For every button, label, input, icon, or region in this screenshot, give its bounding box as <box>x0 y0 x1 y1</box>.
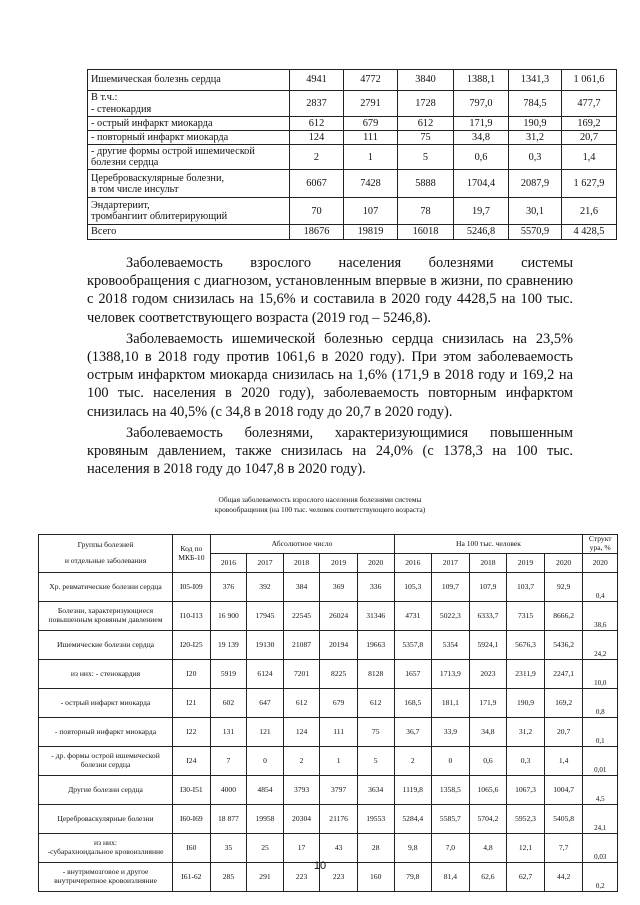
row-abs-value: 336 <box>357 573 394 602</box>
row-abs-value: 160 <box>357 863 394 892</box>
row-rate-value: 1,4 <box>544 747 583 776</box>
row-abs-value: 612 <box>357 689 394 718</box>
row-value: 70 <box>290 198 344 225</box>
row-share-value: 0,4 <box>583 573 618 602</box>
row-rate-value: 5952,3 <box>507 805 545 834</box>
row-rate-value: 92,9 <box>544 573 583 602</box>
row-share-value: 0,03 <box>583 834 618 863</box>
row-abs-value: 20304 <box>283 805 320 834</box>
row-rate-value: 7,7 <box>544 834 583 863</box>
row-rate-value: 5436,2 <box>544 631 583 660</box>
row-rate-value: 8666,2 <box>544 602 583 631</box>
row-code: I22 <box>173 718 211 747</box>
header-per100k: На 100 тыс. человек <box>394 535 583 554</box>
row-value: 20,7 <box>562 131 617 145</box>
row-rate-value: 4,8 <box>469 834 507 863</box>
row-abs-value: 223 <box>283 863 320 892</box>
row-abs-value: 19 139 <box>210 631 247 660</box>
row-share-value: 24,1 <box>583 805 618 834</box>
table-row <box>39 718 618 747</box>
row-share-value: 0,2 <box>583 863 618 892</box>
row-abs-value: 1 <box>320 747 358 776</box>
caption-line-1: Общая заболеваемость взрослого населения болезнями системы <box>218 495 422 504</box>
row-code: I20-I25 <box>173 631 211 660</box>
row-value: 7428 <box>344 170 398 198</box>
row-value: 19819 <box>344 225 398 239</box>
table-row <box>39 776 618 805</box>
row-rate-value: 109,7 <box>432 573 470 602</box>
row-value: 30,1 <box>509 198 562 225</box>
row-value: 1 627,9 <box>562 170 617 198</box>
row-rate-value: 190,9 <box>507 689 545 718</box>
row-rate-value: 105,3 <box>394 573 432 602</box>
row-value: 2837 <box>290 91 344 117</box>
row-abs-value: 285 <box>210 863 247 892</box>
row-rate-value: 5704,2 <box>469 805 507 834</box>
year-structure-2020: 2020 <box>583 554 618 573</box>
row-rate-value: 168,5 <box>394 689 432 718</box>
row-abs-value: 19663 <box>357 631 394 660</box>
row-name: Хр. ревматические болезни сердца <box>39 573 173 602</box>
row-value: 797,0 <box>454 91 509 117</box>
disease-incidence-table <box>87 69 617 240</box>
caption-line-2: кровообращения (на 100 тыс. человек соответствующего возраста) <box>214 504 426 514</box>
row-name: Цереброваскулярные болезни, в том числе инсульт <box>88 170 290 198</box>
header-group-line-2: и отдельные заболевания <box>64 556 147 565</box>
year-rate-2016: 2016 <box>394 554 432 573</box>
row-abs-value: 17945 <box>247 602 284 631</box>
row-name: - острый инфаркт миокарда <box>39 689 173 718</box>
row-abs-value: 19958 <box>247 805 284 834</box>
row-value: 34,8 <box>454 131 509 145</box>
row-rate-value: 36,7 <box>394 718 432 747</box>
row-value: 4 428,5 <box>562 225 617 239</box>
row-value: 78 <box>398 198 454 225</box>
row-value: 4941 <box>290 70 344 91</box>
row-value: 1388,1 <box>454 70 509 91</box>
row-rate-value: 2247,1 <box>544 660 583 689</box>
table-row <box>39 689 618 718</box>
row-name: - повторный инфаркт миокарда <box>88 131 290 145</box>
row-share-value: 0,01 <box>583 747 618 776</box>
row-value: 1341,3 <box>509 70 562 91</box>
row-value: 2087,9 <box>509 170 562 198</box>
row-value: 477,7 <box>562 91 617 117</box>
row-abs-value: 3634 <box>357 776 394 805</box>
row-value: 2791 <box>344 91 398 117</box>
row-rate-value: 79,8 <box>394 863 432 892</box>
table-row <box>39 631 618 660</box>
row-name: из них: - стенокардия <box>39 660 173 689</box>
row-abs-value: 124 <box>283 718 320 747</box>
row-abs-value: 647 <box>247 689 284 718</box>
year-abs-2018: 2018 <box>283 554 320 573</box>
row-name: из них: -субарахноидальное кровоизлияние <box>39 834 173 863</box>
table-row <box>39 805 618 834</box>
row-value: 169,2 <box>562 117 617 131</box>
row-code: I21 <box>173 689 211 718</box>
row-value: 2 <box>290 145 344 170</box>
row-abs-value: 384 <box>283 573 320 602</box>
row-value: 190,9 <box>509 117 562 131</box>
row-name: Всего <box>88 225 290 239</box>
row-abs-value: 5919 <box>210 660 247 689</box>
row-rate-value: 1358,5 <box>432 776 470 805</box>
row-code: I20 <box>173 660 211 689</box>
row-value: 18676 <box>290 225 344 239</box>
row-rate-value: 12,1 <box>507 834 545 863</box>
row-rate-value: 0,3 <box>507 747 545 776</box>
row-share-value: 0,8 <box>583 689 618 718</box>
row-rate-value: 4731 <box>394 602 432 631</box>
row-name: - др. формы острой ишемической болезни сердца <box>39 747 173 776</box>
row-rate-value: 0 <box>432 747 470 776</box>
row-abs-value: 16 900 <box>210 602 247 631</box>
row-rate-value: 44,2 <box>544 863 583 892</box>
row-abs-value: 20194 <box>320 631 358 660</box>
row-abs-value: 21176 <box>320 805 358 834</box>
row-abs-value: 223 <box>320 863 358 892</box>
table-row <box>88 70 617 91</box>
row-abs-value: 121 <box>247 718 284 747</box>
row-rate-value: 0,6 <box>469 747 507 776</box>
row-name: В т.ч.: - стенокардия <box>88 91 290 117</box>
table-row <box>88 145 617 170</box>
row-name: Ишемическая болезнь сердца <box>88 70 290 91</box>
row-code: I60 <box>173 834 211 863</box>
table-row <box>39 602 618 631</box>
row-value: 612 <box>290 117 344 131</box>
row-value: 5 <box>398 145 454 170</box>
row-abs-value: 17 <box>283 834 320 863</box>
row-share-value: 0,1 <box>583 718 618 747</box>
page-number: 10 <box>313 860 327 872</box>
table-row <box>39 660 618 689</box>
paragraph-3: Заболеваемость болезнями, характеризующимися повышенным кровяным давлением, также снизилась на 24,0% (с 1378,3 на 100 тыс. населения в 2018 году до 1047,8 в 2020 году). <box>87 424 573 478</box>
row-abs-value: 679 <box>320 689 358 718</box>
row-rate-value: 62,6 <box>469 863 507 892</box>
row-abs-value: 5 <box>357 747 394 776</box>
row-rate-value: 62,7 <box>507 863 545 892</box>
row-abs-value: 31346 <box>357 602 394 631</box>
row-rate-value: 1119,8 <box>394 776 432 805</box>
row-abs-value: 4000 <box>210 776 247 805</box>
row-code: I10-I13 <box>173 602 211 631</box>
row-rate-value: 5676,3 <box>507 631 545 660</box>
row-name: Болезни, характеризующиеся повышенным кровяным давлением <box>39 602 173 631</box>
row-rate-value: 1065,6 <box>469 776 507 805</box>
row-abs-value: 4854 <box>247 776 284 805</box>
table-row <box>39 573 618 602</box>
row-rate-value: 1004,7 <box>544 776 583 805</box>
row-rate-value: 5405,8 <box>544 805 583 834</box>
paragraph-2: Заболеваемость ишемической болезнью сердца снизилась на 23,5% (1388,10 в 2018 году против 1061,6 в 2020 году). При этом заболеваемость острым инфарктом миокарда снизилась на 1,6% (171,9 в 2018 году и 169,2 на 100 тыс. населения в 2020 году), заболеваемость повторным инфарктом снизилась на 40,5% (с 34,8 в 2018 году до 20,7 в 2020 году). <box>87 330 573 420</box>
row-value: 1 <box>344 145 398 170</box>
row-name: Цереброваскулярные болезни <box>39 805 173 834</box>
row-abs-value: 369 <box>320 573 358 602</box>
row-name: - другие формы острой ишемической болезни сердца <box>88 145 290 170</box>
row-value: 75 <box>398 131 454 145</box>
year-rate-2017: 2017 <box>432 554 470 573</box>
row-rate-value: 5284,4 <box>394 805 432 834</box>
row-rate-value: 1067,3 <box>507 776 545 805</box>
row-abs-value: 6124 <box>247 660 284 689</box>
year-rate-2019: 2019 <box>507 554 545 573</box>
header-group <box>39 535 173 573</box>
year-abs-2019: 2019 <box>320 554 358 573</box>
row-value: 124 <box>290 131 344 145</box>
row-abs-value: 43 <box>320 834 358 863</box>
table-row <box>39 747 618 776</box>
row-abs-value: 75 <box>357 718 394 747</box>
row-rate-value: 5022,3 <box>432 602 470 631</box>
row-rate-value: 2 <box>394 747 432 776</box>
row-abs-value: 376 <box>210 573 247 602</box>
row-abs-value: 2 <box>283 747 320 776</box>
table-row <box>88 198 617 225</box>
row-abs-value: 8128 <box>357 660 394 689</box>
row-rate-value: 103,7 <box>507 573 545 602</box>
row-value: 171,9 <box>454 117 509 131</box>
header-structure: Структ ура, % <box>583 535 618 554</box>
row-rate-value: 2311,9 <box>507 660 545 689</box>
row-code: I60-I69 <box>173 805 211 834</box>
row-value: 4772 <box>344 70 398 91</box>
header-group-line-1: Группы болезней <box>77 540 134 550</box>
year-rate-2020: 2020 <box>544 554 583 573</box>
row-abs-value: 3793 <box>283 776 320 805</box>
row-value: 612 <box>398 117 454 131</box>
row-rate-value: 1713,9 <box>432 660 470 689</box>
row-rate-value: 81,4 <box>432 863 470 892</box>
row-value: 1,4 <box>562 145 617 170</box>
row-rate-value: 31,2 <box>507 718 545 747</box>
row-code: I61-62 <box>173 863 211 892</box>
row-rate-value: 107,9 <box>469 573 507 602</box>
header-absolute: Абсолютное число <box>210 535 394 554</box>
row-rate-value: 5924,1 <box>469 631 507 660</box>
row-rate-value: 5357,8 <box>394 631 432 660</box>
row-rate-value: 5354 <box>432 631 470 660</box>
row-abs-value: 3797 <box>320 776 358 805</box>
row-abs-value: 22545 <box>283 602 320 631</box>
general-morbidity-table <box>38 534 618 892</box>
row-abs-value: 21087 <box>283 631 320 660</box>
row-value: 1 061,6 <box>562 70 617 91</box>
row-abs-value: 291 <box>247 863 284 892</box>
year-abs-2017: 2017 <box>247 554 284 573</box>
row-value: 1704,4 <box>454 170 509 198</box>
row-name: Ишемические болезни сердца <box>39 631 173 660</box>
row-abs-value: 35 <box>210 834 247 863</box>
row-rate-value: 7,0 <box>432 834 470 863</box>
row-rate-value: 6333,7 <box>469 602 507 631</box>
row-value: 0,6 <box>454 145 509 170</box>
row-rate-value: 9,8 <box>394 834 432 863</box>
row-value: 6067 <box>290 170 344 198</box>
row-value: 0,3 <box>509 145 562 170</box>
row-name: - внутримозговое и другое внутричерепное кровоизлияние <box>39 863 173 892</box>
row-abs-value: 131 <box>210 718 247 747</box>
row-value: 111 <box>344 131 398 145</box>
year-abs-2020: 2020 <box>357 554 394 573</box>
row-value: 107 <box>344 198 398 225</box>
row-rate-value: 1657 <box>394 660 432 689</box>
row-value: 679 <box>344 117 398 131</box>
row-value: 5570,9 <box>509 225 562 239</box>
row-code: I30-I51 <box>173 776 211 805</box>
row-rate-value: 181,1 <box>432 689 470 718</box>
row-rate-value: 7315 <box>507 602 545 631</box>
row-rate-value: 2023 <box>469 660 507 689</box>
row-rate-value: 20,7 <box>544 718 583 747</box>
row-abs-value: 19553 <box>357 805 394 834</box>
row-name: Эндартериит, тромбангиит облитерирующий <box>88 198 290 225</box>
row-value: 5888 <box>398 170 454 198</box>
row-name: - острый инфаркт миокарда <box>88 117 290 131</box>
row-name: Другие болезни сердца <box>39 776 173 805</box>
paragraph-1: Заболеваемость взрослого населения болезнями системы кровообращения с диагнозом, установленным впервые в жизни, по сравнению с 2018 годом снизилась на 15,6% и составила в 2020 году 4428,5 на 100 тыс. человек соответствующего возраста (2019 год – 5246,8). <box>87 255 573 326</box>
body-text <box>87 254 573 481</box>
row-value: 16018 <box>398 225 454 239</box>
row-code: I24 <box>173 747 211 776</box>
row-rate-value: 171,9 <box>469 689 507 718</box>
row-rate-value: 169,2 <box>544 689 583 718</box>
row-abs-value: 28 <box>357 834 394 863</box>
table-row <box>88 131 617 145</box>
row-share-value: 4,5 <box>583 776 618 805</box>
row-value: 1728 <box>398 91 454 117</box>
row-rate-value: 33,9 <box>432 718 470 747</box>
row-abs-value: 612 <box>283 689 320 718</box>
table-row <box>39 834 618 863</box>
table-row <box>88 91 617 117</box>
table-row <box>88 225 617 239</box>
row-name: - повторный инфаркт миокарда <box>39 718 173 747</box>
row-value: 3840 <box>398 70 454 91</box>
row-abs-value: 7201 <box>283 660 320 689</box>
row-value: 5246,8 <box>454 225 509 239</box>
row-abs-value: 7 <box>210 747 247 776</box>
table-caption <box>40 495 600 515</box>
row-abs-value: 18 877 <box>210 805 247 834</box>
table-row <box>88 117 617 131</box>
row-share-value: 10,0 <box>583 660 618 689</box>
row-rate-value: 34,8 <box>469 718 507 747</box>
row-abs-value: 26024 <box>320 602 358 631</box>
year-abs-2016: 2016 <box>210 554 247 573</box>
row-share-value: 24,2 <box>583 631 618 660</box>
row-abs-value: 111 <box>320 718 358 747</box>
row-rate-value: 5585,7 <box>432 805 470 834</box>
row-share-value: 38,6 <box>583 602 618 631</box>
row-code: I05-I09 <box>173 573 211 602</box>
row-abs-value: 602 <box>210 689 247 718</box>
row-value: 21,6 <box>562 198 617 225</box>
row-abs-value: 392 <box>247 573 284 602</box>
row-abs-value: 0 <box>247 747 284 776</box>
row-value: 19,7 <box>454 198 509 225</box>
table-row <box>88 170 617 198</box>
row-value: 31,2 <box>509 131 562 145</box>
row-abs-value: 25 <box>247 834 284 863</box>
row-abs-value: 8225 <box>320 660 358 689</box>
header-code: Код по МКБ-10 <box>173 535 211 573</box>
row-value: 784,5 <box>509 91 562 117</box>
year-rate-2018: 2018 <box>469 554 507 573</box>
row-abs-value: 19130 <box>247 631 284 660</box>
